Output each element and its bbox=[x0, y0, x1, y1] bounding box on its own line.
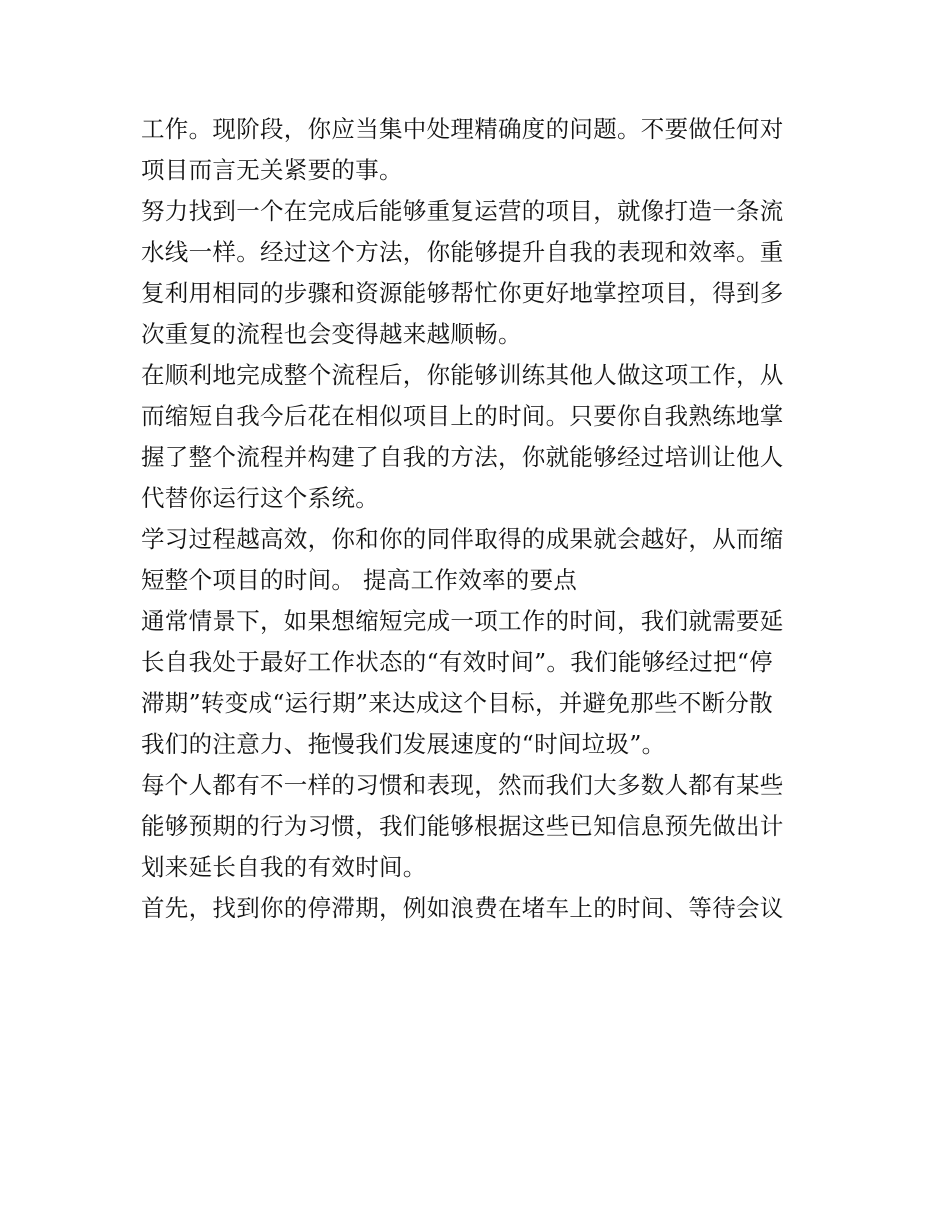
text-line: 在顺利地完成整个流程后，你能够训练其他人做这项工作，从 bbox=[141, 361, 784, 389]
text-line: 工作。现阶段，你应当集中处理精确度的问题。不要做任何对 bbox=[141, 115, 784, 143]
document-body bbox=[141, 109, 813, 929]
paragraph-5 bbox=[141, 601, 813, 765]
text-line: 我们的注意力、拖慢我们发展速度的“时间垃圾”。 bbox=[141, 730, 666, 758]
text-line: 能够预期的行为习惯，我们能够根据这些已知信息预先做出计 bbox=[141, 812, 784, 840]
text-line: 短整个项目的时间。 提高工作效率的要点 bbox=[141, 566, 578, 594]
paragraph-3 bbox=[141, 355, 813, 519]
text-line: 复利用相同的步骤和资源能够帮忙你更好地掌控项目，得到多 bbox=[141, 279, 784, 307]
text-line: 握了整个流程并构建了自我的方法，你就能够经过培训让他人 bbox=[141, 443, 784, 471]
text-line: 通常情景下，如果想缩短完成一项工作的时间，我们就需要延 bbox=[141, 607, 784, 635]
paragraph-2 bbox=[141, 191, 813, 355]
text-line: 每个人都有不一样的习惯和表现，然而我们大多数人都有某些 bbox=[141, 771, 784, 799]
text-line: 长自我处于最好工作状态的“有效时间”。我们能够经过把“停 bbox=[141, 648, 773, 676]
paragraph-4 bbox=[141, 519, 813, 601]
text-line: 滞期”转变成“运行期”来达成这个目标，并避免那些不断分散 bbox=[141, 689, 773, 717]
text-line: 项目而言无关紧要的事。 bbox=[141, 156, 403, 184]
text-line: 次重复的流程也会变得越来越顺畅。 bbox=[141, 320, 522, 348]
paragraph-7 bbox=[141, 888, 813, 929]
text-line: 水线一样。经过这个方法，你能够提升自我的表现和效率。重 bbox=[141, 238, 784, 266]
text-line: 划来延长自我的有效时间。 bbox=[141, 853, 427, 881]
paragraph-1 bbox=[141, 109, 813, 191]
paragraph-6 bbox=[141, 765, 813, 888]
text-line: 代替你运行这个系统。 bbox=[141, 484, 379, 512]
text-line: 首先，找到你的停滞期，例如浪费在堵车上的时间、等待会议 bbox=[141, 894, 784, 922]
text-line: 学习过程越高效，你和你的同伴取得的成果就会越好，从而缩 bbox=[141, 525, 784, 553]
text-line: 而缩短自我今后花在相似项目上的时间。只要你自我熟练地掌 bbox=[141, 402, 784, 430]
text-line: 努力找到一个在完成后能够重复运营的项目，就像打造一条流 bbox=[141, 197, 784, 225]
